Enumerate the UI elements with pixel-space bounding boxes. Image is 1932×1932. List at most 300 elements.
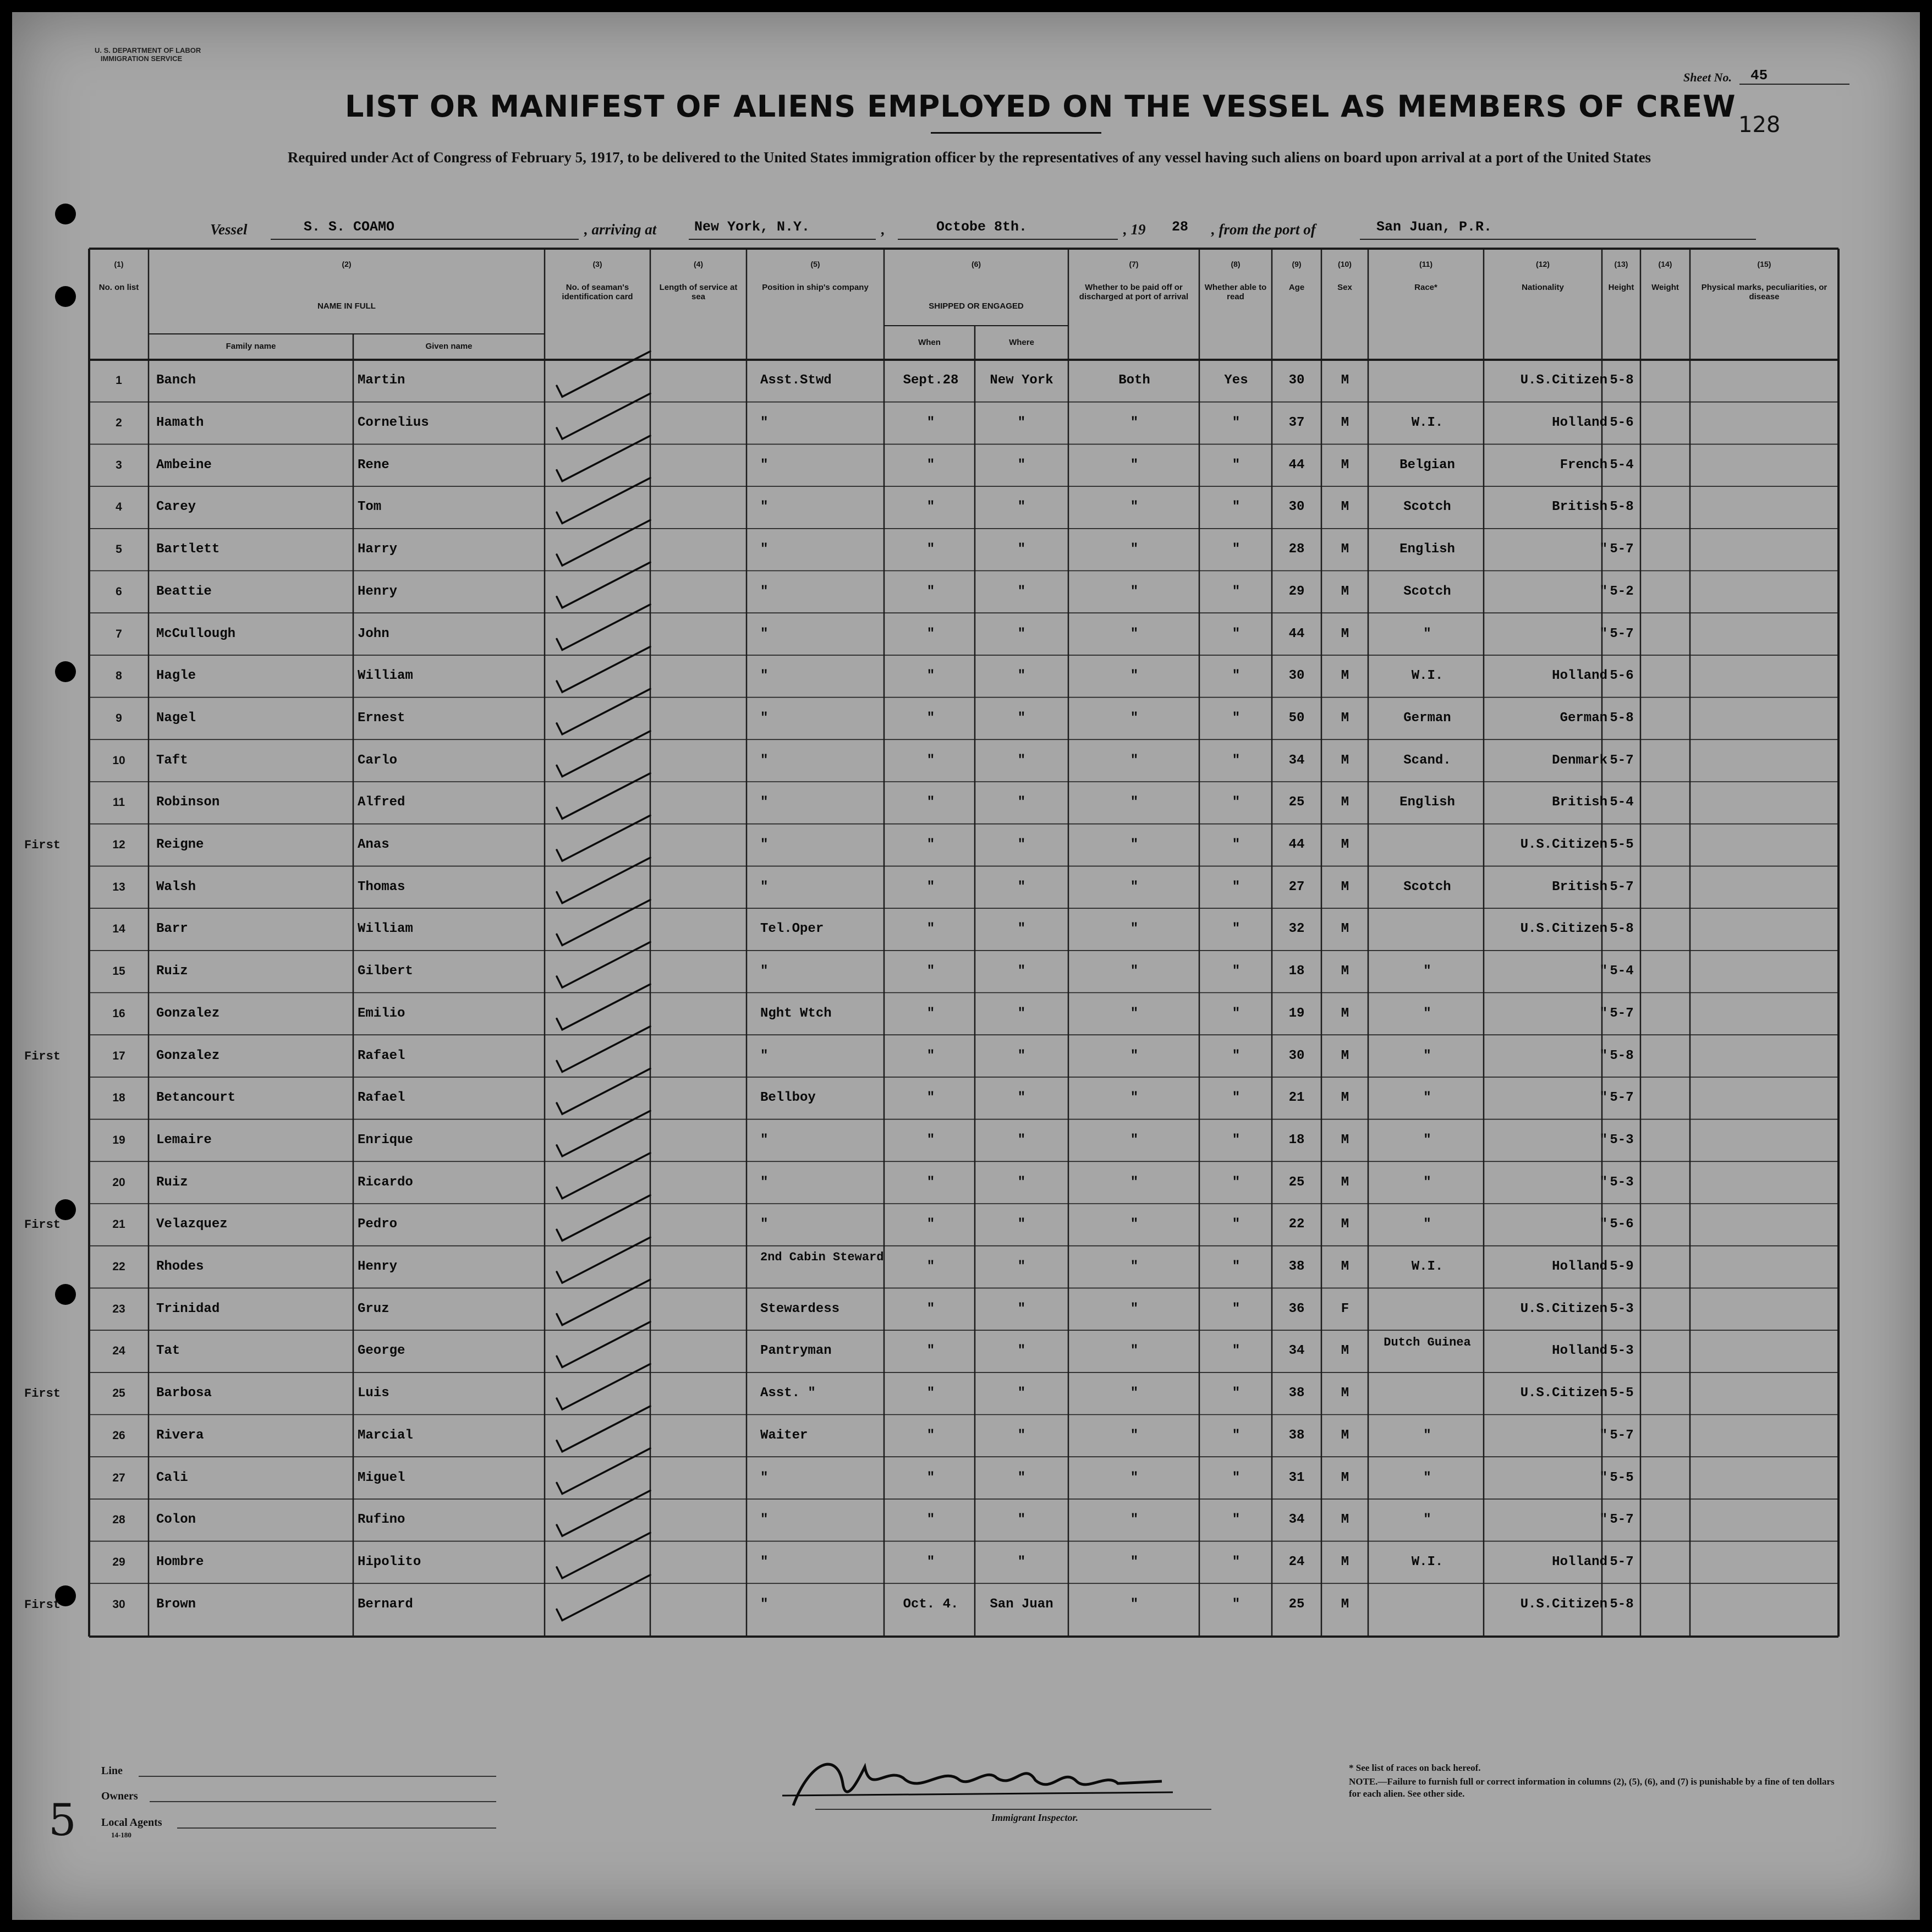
given-name: John [358,626,389,641]
family-name: Cali [156,1470,188,1485]
sex: M [1341,1512,1349,1528]
age: 37 [1288,415,1305,431]
check-mark [557,731,650,777]
able-to-read: " [1232,710,1241,726]
column-number: (11) [1419,260,1433,268]
sex: M [1341,668,1349,684]
shipped-where: " [1017,500,1026,515]
sheet-no-label: Sheet No. [1683,70,1732,84]
nationality: " [1599,1048,1607,1063]
year-prefix: , 19 [1123,221,1146,238]
check-mark [557,815,650,861]
race: Scotch [1403,584,1451,599]
position: " [760,1048,769,1063]
position: " [760,837,769,853]
margin-note: First [24,838,61,853]
check-mark [557,1533,650,1578]
given-name: Bernard [358,1596,413,1612]
column-header-c14: Weight [1651,283,1679,292]
race: " [1423,1174,1431,1190]
shipped-where: " [1017,1512,1026,1528]
race: W.I. [1411,1259,1443,1275]
given-name: Carlo [358,753,398,768]
able-to-read: " [1232,1217,1241,1232]
able-to-read: " [1232,1048,1241,1063]
paid-off: " [1130,668,1139,684]
column-number: (8) [1231,260,1241,268]
footer [48,1761,1849,1882]
column-header-c12: Nationality [1522,283,1564,292]
race: " [1423,964,1431,979]
row-number: 11 [112,796,125,809]
given-name: Miguel [358,1470,405,1485]
arrival-year: 28 [1172,219,1189,235]
given-name: Luis [358,1386,389,1401]
shipped-when: " [926,668,935,684]
paid-off: " [1130,457,1139,473]
able-to-read: " [1232,584,1241,599]
race: W.I. [1411,668,1443,684]
row-number: 7 [116,627,122,640]
shipped-when: " [926,1259,935,1275]
age: 30 [1288,500,1305,515]
shipped-where: " [1017,626,1026,641]
shipped-when: " [926,1217,935,1232]
sex: M [1341,1554,1349,1569]
age: 25 [1288,795,1305,810]
height: 5-7 [1610,1090,1634,1106]
paid-off: " [1130,1554,1139,1569]
position: Tel.Oper [760,921,824,937]
page-title: LIST OR MANIFEST OF ALIENS EMPLOYED ON THE VESSEL AS MEMBERS OF CREW [345,89,1736,124]
paid-off: " [1130,1428,1139,1443]
paid-off: " [1130,1386,1139,1401]
family-name: Hagle [156,668,196,684]
row-number: 8 [116,669,122,683]
height: 5-5 [1610,837,1634,853]
row-number: 6 [116,585,122,598]
height: 5-3 [1610,1343,1634,1359]
sex: M [1341,626,1349,641]
form-code: 14-180 [111,1831,131,1839]
shipped-where: " [1017,837,1026,853]
family-name: Colon [156,1512,196,1528]
check-marks [12,12,1920,1920]
check-mark [557,689,650,734]
able-to-read: " [1232,1386,1241,1401]
sex: M [1341,1428,1349,1443]
check-mark [557,520,650,566]
shipped-where: " [1017,668,1026,684]
column-number: (6) [971,260,981,268]
family-name: Carey [156,500,196,515]
position: " [760,710,769,726]
column-header-c7: Whether to be paid off or discharged at port of arrival [1079,283,1189,301]
row-number: 23 [112,1302,125,1315]
given-name: Rene [358,457,389,473]
comma: , [881,221,885,238]
shipped-where: " [1017,1259,1026,1275]
height: 5-2 [1610,584,1634,599]
shipped-where: " [1017,921,1026,937]
able-to-read: Yes [1224,373,1248,388]
age: 29 [1288,584,1305,599]
check-mark [557,605,650,650]
paid-off: " [1130,626,1139,641]
nationality: " [1599,1174,1607,1190]
shipped-where: " [1017,879,1026,894]
given-name: Thomas [358,879,405,894]
height: 5-7 [1610,1512,1634,1528]
column-number: (2) [342,260,352,268]
race: Scand. [1403,753,1451,768]
column-header-c1: No. on list [98,283,139,292]
family-name: Ambeine [156,457,212,473]
check-mark [557,647,650,693]
owners-underline [150,1801,496,1802]
family-name: McCullough [156,626,236,641]
able-to-read: " [1232,1259,1241,1275]
arriving-label: , arriving at [584,221,657,238]
able-to-read: " [1232,1512,1241,1528]
race: Scotch [1403,879,1451,894]
given-name: Enrique [358,1132,413,1148]
shipped-where: " [1017,710,1026,726]
column-number: (9) [1292,260,1302,268]
age: 30 [1288,1048,1305,1063]
row-number: 16 [112,1007,125,1020]
family-name: Banch [156,373,196,388]
paid-off: " [1130,837,1139,853]
race: " [1423,1428,1431,1443]
from-label: , from the port of [1211,221,1316,238]
agents-underline [177,1827,496,1829]
able-to-read: " [1232,500,1241,515]
column-subheader-where: Where [1009,338,1034,347]
height: 5-4 [1610,457,1634,473]
shipped-where: " [1017,1554,1026,1569]
height: 5-8 [1610,921,1634,937]
able-to-read: " [1232,415,1241,431]
shipped-where: " [1017,964,1026,979]
shipped-when: " [926,710,935,726]
local-agents-label: Local Agents [101,1816,162,1829]
sex: M [1341,1006,1349,1021]
paid-off: " [1130,1132,1139,1148]
inspector-underline [815,1809,1211,1810]
position: " [760,668,769,684]
row-number: 4 [116,501,122,514]
position: Nght Wtch [760,1006,832,1021]
column-number: (14) [1658,260,1672,268]
position: " [760,1554,769,1569]
sex: M [1341,1132,1349,1148]
margin-note: First [24,1218,61,1232]
given-name: Marcial [358,1428,413,1443]
age: 21 [1288,1090,1305,1106]
sex: M [1341,1174,1349,1190]
position: " [760,753,769,768]
sex: M [1341,1343,1349,1359]
column-header-c6: SHIPPED OR ENGAGED [929,301,1024,311]
nationality: " [1599,964,1607,979]
row-number: 2 [116,416,122,430]
able-to-read: " [1232,1596,1241,1612]
shipped-where: " [1017,1386,1026,1401]
race: W.I. [1411,415,1443,431]
column-number: (12) [1536,260,1550,268]
position: " [760,542,769,557]
given-name: Henry [358,1259,398,1275]
position: Asst. " [760,1386,816,1401]
check-mark [557,1027,650,1072]
check-mark [557,1575,650,1621]
position: " [760,1470,769,1485]
family-name: Bartlett [156,542,220,557]
page-subtitle: Required under Act of Congress of February 5, 1917, to be delivered to the United States immigration officer by the representatives of any vessel having such aliens on board upon arrival at a port of the United States [287,149,1651,166]
height: 5-8 [1610,500,1634,515]
page-number: 128 [1738,112,1781,138]
height: 5-7 [1610,1554,1634,1569]
able-to-read: " [1232,1132,1241,1148]
paid-off: " [1130,1343,1139,1359]
row-number: 24 [112,1344,125,1358]
shipped-when: " [926,1006,935,1021]
shipped-when: Oct. 4. [903,1596,959,1612]
row-number: 13 [112,880,125,893]
age: 18 [1288,1132,1305,1148]
family-name: Gonzalez [156,1048,220,1063]
sex: M [1341,879,1349,894]
shipped-when: " [926,921,935,937]
age: 44 [1288,626,1305,641]
nationality: " [1599,1470,1607,1485]
shipped-when: " [926,1470,935,1485]
row-number: 20 [112,1176,125,1189]
position: " [760,584,769,599]
given-name: Ricardo [358,1174,413,1190]
row-number: 9 [116,711,122,724]
check-mark [557,1491,650,1536]
shipped-when: " [926,1048,935,1063]
row-number: 22 [112,1260,125,1274]
able-to-read: " [1232,1174,1241,1190]
given-name: Anas [358,837,389,853]
height: 5-6 [1610,668,1634,684]
paid-off: " [1130,542,1139,557]
paid-off: " [1130,879,1139,894]
given-name: Rufino [358,1512,405,1528]
nationality: U.S.Citizen [1520,921,1607,937]
able-to-read: " [1232,1554,1241,1569]
given-name: Harry [358,542,398,557]
note-penalty: NOTE.—Failure to furnish full or correct information in columns (2), (5), (6), and (7) is punishable by a fine of ten dollars for each alien. See other side. [1349,1776,1835,1799]
paid-off: " [1130,753,1139,768]
arrival-date: Octobe 8th. [936,219,1028,235]
given-name: Henry [358,584,398,599]
shipped-when: " [926,415,935,431]
shipped-when: " [926,1386,935,1401]
family-name: Barr [156,921,188,937]
nationality: Denmark [1552,753,1607,768]
sex: M [1341,542,1349,557]
check-mark [557,773,650,819]
position: " [760,795,769,810]
given-name: Cornelius [358,415,429,431]
shipped-where: " [1017,1048,1026,1063]
line-label: Line [101,1765,123,1777]
position: " [760,500,769,515]
race: Dutch Guinea [1384,1336,1471,1350]
check-mark [557,436,650,481]
position: Pantryman [760,1343,832,1359]
given-name: Rafael [358,1048,405,1063]
nationality: U.S.Citizen [1520,1386,1607,1401]
race: W.I. [1411,1554,1443,1569]
nationality: British [1552,879,1607,894]
given-name: Emilio [358,1006,405,1021]
shipped-where: " [1017,1428,1026,1443]
row-number: 17 [112,1049,125,1062]
race: " [1423,1090,1431,1106]
shipped-where: " [1017,542,1026,557]
shipped-where: " [1017,753,1026,768]
check-mark [557,1069,650,1115]
able-to-read: " [1232,964,1241,979]
sex: M [1341,837,1349,853]
check-mark [557,1364,650,1409]
check-mark [557,1111,650,1156]
column-subheader-given: Given name [425,342,473,351]
able-to-read: " [1232,1343,1241,1359]
family-name: Rhodes [156,1259,204,1275]
age: 38 [1288,1428,1305,1443]
height: 5-3 [1610,1174,1634,1190]
shipped-where: " [1017,1217,1026,1232]
shipped-where: " [1017,1470,1026,1485]
paid-off: " [1130,1217,1139,1232]
shipped-where: " [1017,1006,1026,1021]
shipped-where: " [1017,584,1026,599]
check-mark [557,1406,650,1452]
age: 34 [1288,1512,1305,1528]
margin-note: First [24,1049,61,1063]
given-name: George [358,1343,405,1359]
column-number: (3) [592,260,602,268]
race: " [1423,1006,1431,1021]
position: " [760,1132,769,1148]
height: 5-5 [1610,1470,1634,1485]
able-to-read: " [1232,1470,1241,1485]
paid-off: " [1130,921,1139,937]
shipped-when: " [926,837,935,853]
family-name: Betancourt [156,1090,236,1106]
race: English [1399,795,1455,810]
height: 5-9 [1610,1259,1634,1275]
height: 5-8 [1610,710,1634,726]
shipped-where: " [1017,1090,1026,1106]
nationality: Holland [1552,1343,1607,1359]
sex: M [1341,964,1349,979]
race: " [1423,1132,1431,1148]
nationality: " [1599,626,1607,641]
race: Scotch [1403,500,1451,515]
age: 28 [1288,542,1305,557]
nationality: " [1599,1217,1607,1232]
shipped-when: " [926,1301,935,1316]
check-mark [557,942,650,987]
row-number: 21 [112,1218,125,1231]
height: 5-8 [1610,1048,1634,1063]
race: Belgian [1399,457,1455,473]
age: 50 [1288,710,1305,726]
sex: M [1341,795,1349,810]
column-header-c15: Physical marks, peculiarities, or disease [1701,283,1827,301]
height: 5-8 [1610,373,1634,388]
position: Bellboy [760,1090,816,1106]
sex: M [1341,1596,1349,1612]
check-mark [557,352,650,397]
nationality: U.S.Citizen [1520,373,1607,388]
shipped-when: " [926,1090,935,1106]
handwritten-number: 5 [48,1794,76,1846]
margin-note: First [24,1387,61,1401]
able-to-read: " [1232,879,1241,894]
position: " [760,1596,769,1612]
family-name: Robinson [156,795,220,810]
given-name: William [358,668,413,684]
row-number: 26 [112,1429,125,1442]
race: " [1423,1217,1431,1232]
paid-off: " [1130,1512,1139,1528]
race: " [1423,1048,1431,1063]
age: 19 [1288,1006,1305,1021]
column-header-c13: Height [1608,283,1634,292]
paid-off: " [1130,1470,1139,1485]
nationality: Holland [1552,1554,1607,1569]
age: 25 [1288,1174,1305,1190]
height: 5-3 [1610,1132,1634,1148]
nationality: " [1599,1512,1607,1528]
nationality: German [1560,710,1607,726]
paid-off: " [1130,500,1139,515]
race: " [1423,626,1431,641]
given-name: Ernest [358,710,405,726]
family-name: Reigne [156,837,204,853]
age: 44 [1288,457,1305,473]
given-name: Rafael [358,1090,405,1106]
sex: M [1341,415,1349,431]
check-mark [557,1280,650,1325]
row-number: 28 [112,1513,125,1527]
shipped-where: San Juan [990,1596,1053,1612]
row-number: 10 [112,754,125,767]
given-name: Hipolito [358,1554,421,1569]
shipped-when: " [926,1174,935,1190]
able-to-read: " [1232,1301,1241,1316]
check-mark [557,1322,650,1368]
nationality: " [1599,584,1607,599]
position: " [760,1174,769,1190]
age: 32 [1288,921,1305,937]
height: 5-7 [1610,879,1634,894]
nationality: " [1599,1428,1607,1443]
family-name: Trinidad [156,1301,220,1316]
family-name: Gonzalez [156,1006,220,1021]
family-name: Velazquez [156,1217,228,1232]
nationality: " [1599,1132,1607,1148]
paid-off: " [1130,1259,1139,1275]
